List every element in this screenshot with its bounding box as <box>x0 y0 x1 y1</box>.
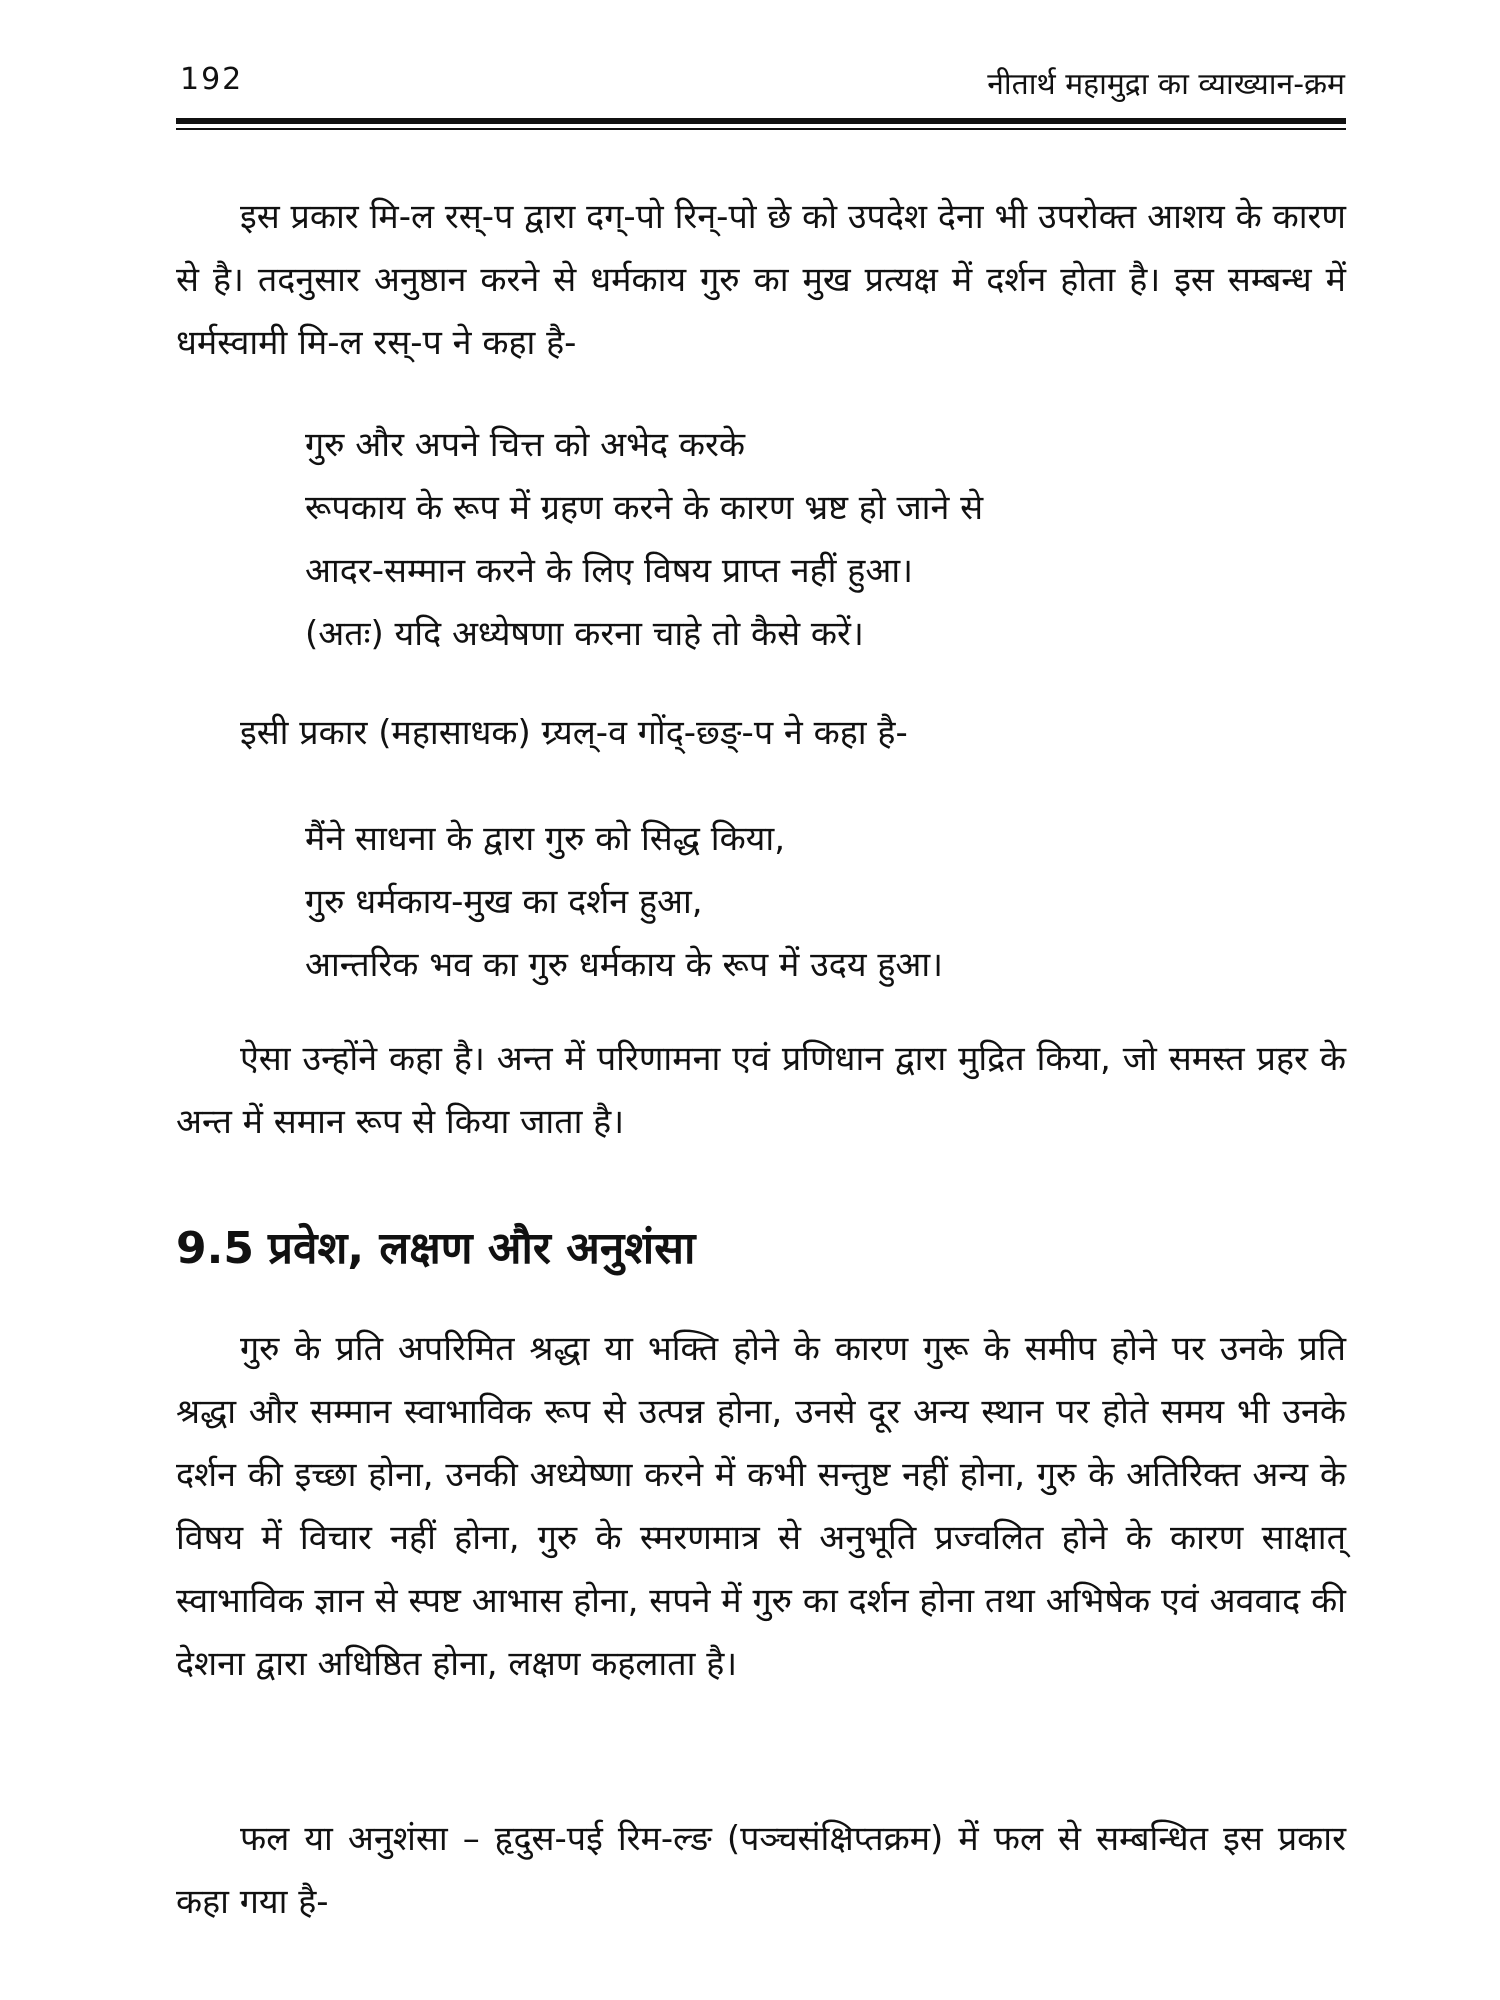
verse-line: गुरु और अपने चित्त को अभेद करके <box>305 425 746 465</box>
paragraph-1: इस प्रकार मि-ल रस्-प द्वारा दग्-पो रिन्-पो छे को उपदेश देना भी उपरोक्त आशय के कारण से है। तदनुसार अनुष्ठान करने से धर्मकाय गुरु का मुख प्रत्यक्ष में दर्शन होता है। इस सम्बन्ध में धर्मस्वामी मि-ल रस्-प ने कहा है- <box>176 197 1346 363</box>
paragraph-3: ऐसा उन्होंने कहा है। अन्त में परिणामना एवं प्रणिधान द्वारा मुद्रित किया, जो समस्त प्रहर के अन्त में समान रूप से किया जाता है। <box>176 1039 1346 1142</box>
verse-block-1 <box>305 414 1305 666</box>
paragraph-2: इसी प्रकार (महासाधक) ग्र्यल्-व गोंद्-छ्ङ्-प ने कहा है- <box>240 713 908 753</box>
verse-line: (अतः) यदि अध्येषणा करना चाहे तो कैसे करें। <box>305 614 864 654</box>
page-header <box>180 62 1345 112</box>
paragraph-5: फल या अनुशंसा – हृदुस-पई रिम-ल्ङ (पञ्चसंक्षिप्तक्रम) में फल से सम्बन्धित इस प्रकार कहा गया है- <box>176 1819 1346 1922</box>
section-number: 9.5 <box>176 1223 254 1274</box>
page-number: 192 <box>180 62 244 97</box>
verse-line: आन्तरिक भव का गुरु धर्मकाय के रूप में उदय हुआ। <box>305 945 944 985</box>
verse-block-2 <box>305 808 1305 997</box>
paragraph-4: गुरु के प्रति अपरिमित श्रद्धा या भक्ति होने के कारण गुरू के समीप होने पर उनके प्रति श्रद्धा और सम्मान स्वाभाविक रूप से उत्पन्न होना, उनसे दूर अन्य स्थान पर होते समय भी उनके दर्शन की इच्छा होना, उनकी अध्येष्णा करने में कभी सन्तुष्ट नहीं होना, गुरु के अतिरिक्त अन्य के विषय में विचार नहीं होना, गुरु के स्मरणमात्र से अनुभूति प्रज्वलित होने के कारण साक्षात् स्वाभाविक ज्ञान से स्पष्ट आभास होना, सपने में गुरु का दर्शन होना तथा अभिषेक एवं अववाद की देशना द्वारा अधिष्ठित होना, लक्षण कहलाता है। <box>176 1329 1346 1684</box>
section-heading <box>176 1216 695 1276</box>
verse-line: रूपकाय के रूप में ग्रहण करने के कारण भ्रष्ट हो जाने से <box>305 488 984 528</box>
verse-line: गुरु धर्मकाय-मुख का दर्शन हुआ, <box>305 882 703 922</box>
header-rule-thin <box>176 128 1346 130</box>
section-title: प्रवेश, लक्षण और अनुशंसा <box>267 1223 696 1274</box>
running-title: नीतार्थ महामुद्रा का व्याख्यान-क्रम <box>987 67 1345 102</box>
verse-line: मैंने साधना के द्वारा गुरु को सिद्ध किया, <box>305 819 786 859</box>
verse-line: आदर-सम्मान करने के लिए विषय प्राप्त नहीं हुआ। <box>305 551 913 591</box>
header-rule-thick <box>176 118 1346 124</box>
